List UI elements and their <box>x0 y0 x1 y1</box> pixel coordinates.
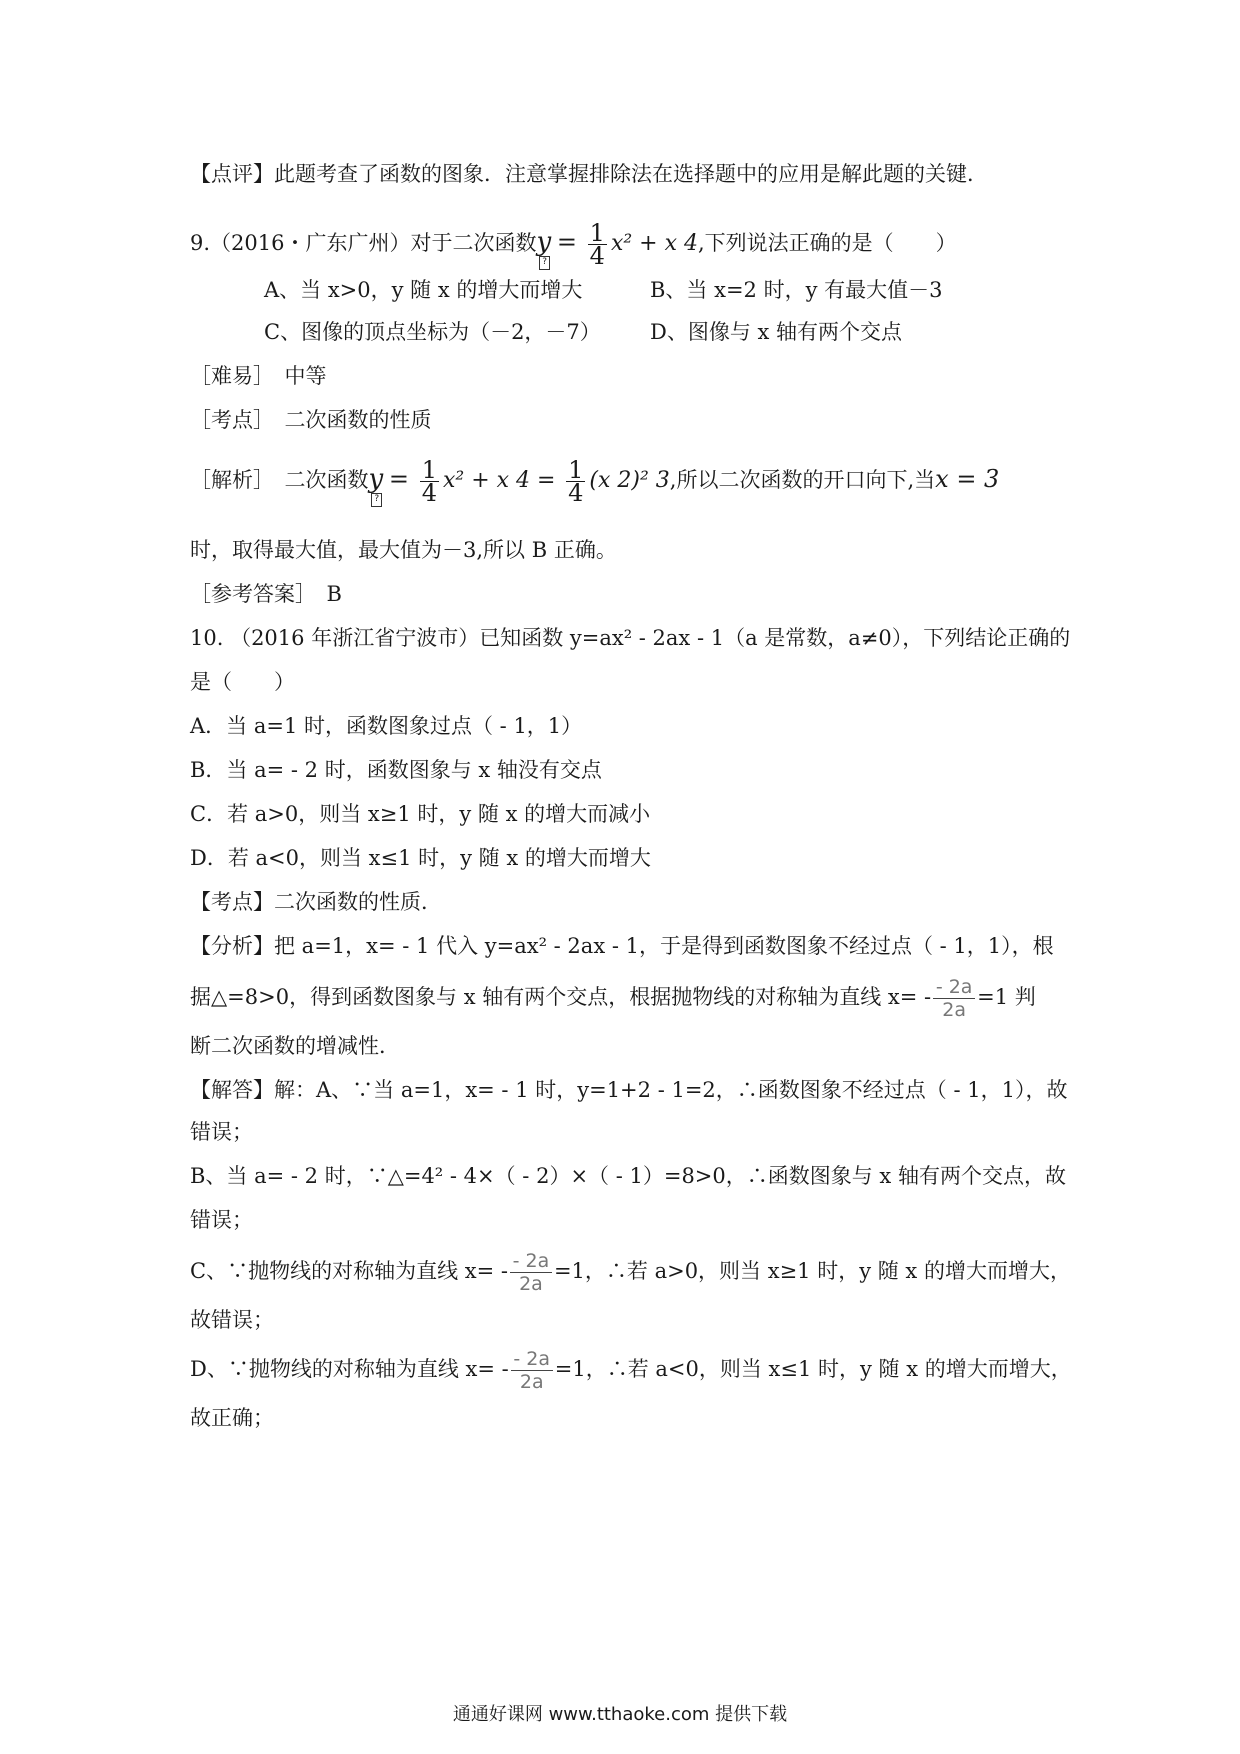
q10-stem-line1: 10. （2016 年浙江省宁波市）已知函数 y=ax² - 2ax - 1（a 是常数，a≠0），下列结论正确的 <box>190 626 1071 650</box>
q9-analysis-lead: ［解析］ 二次函数 <box>190 468 369 492</box>
q9-eq: = <box>556 228 577 256</box>
q9-option-d: D、图像与 x 轴有两个交点 <box>650 320 903 344</box>
frac-den: 2a <box>519 1371 544 1393</box>
frac-num: 1 <box>568 456 584 484</box>
q10-solution-b-cont: 错误； <box>190 1208 253 1232</box>
q9-rest: x² + x 4 <box>610 231 698 256</box>
frac-num: - 2a <box>513 1348 551 1370</box>
q10-option-b: B．当 a= - 2 时，函数图象与 x 轴没有交点 <box>190 758 602 782</box>
q10-topic: 【考点】二次函数的性质． <box>190 890 442 914</box>
q9-option-a: A、当 x>0，y 随 x 的增大而增大 <box>264 278 583 302</box>
missing-glyph-icon: ? <box>371 493 382 507</box>
q10-solution-c-cont: 故错误； <box>190 1308 274 1332</box>
q9-answer: ［参考答案］ B <box>190 582 342 606</box>
q9-stem <box>190 219 957 270</box>
q10-analysis-line2a: 据△=8>0，得到函数图象与 x 轴有两个交点，根据抛物线的对称轴为直线 x= - <box>190 985 932 1009</box>
q10-analysis-line1: 【分析】把 a=1，x= - 1 代入 y=ax² - 2ax - 1，于是得到函数图象不经过点（ - 1，1），根 <box>190 934 1054 958</box>
q9-lead: 9.（2016・广东广州）对于二次函数 <box>190 231 537 255</box>
q9-y: y <box>536 227 552 257</box>
q10-solution-c <box>190 1242 1071 1300</box>
q9-analysis-y: y <box>368 464 384 494</box>
q9-topic: ［考点］ 二次函数的性质 <box>190 408 432 432</box>
frac-den: 4 <box>421 479 437 507</box>
q10-analysis-line3: 断二次函数的增减性． <box>190 1034 400 1058</box>
q10-analysis-line2b: =1 判 <box>977 985 1036 1009</box>
footer[interactable]: 通通好课网 www.tthaoke.com 提供下载 <box>452 1704 788 1725</box>
q10-solution-a: 【解答】解：A、∵当 a=1，x= - 1 时，y=1+2 - 1=2，∴函数图象不经过点（ - 1，1），故 <box>190 1078 1068 1102</box>
q10-solution-c-b: =1，∴若 a>0，则当 x≥1 时，y 随 x 的增大而增大， <box>553 1259 1071 1283</box>
q10-solution-d <box>190 1340 1072 1398</box>
q10-solution-c-a: C、∵抛物线的对称轴为直线 x= - <box>190 1259 508 1283</box>
q9-option-b: B、当 x=2 时，y 有最大值－3 <box>650 278 943 302</box>
frac-den: 2a <box>942 999 966 1021</box>
q9-tail: ,下列说法正确的是（ ） <box>698 231 957 255</box>
q10-solution-a-cont: 错误； <box>190 1120 253 1144</box>
q9-analysis-frac2 <box>566 456 585 507</box>
q10-solution-b: B、当 a= - 2 时，∵△=4² - 4×（ - 2）×（ - 1）=8>0，∴函数图象与 x 轴有两个交点，故 <box>190 1164 1066 1188</box>
q10-analysis-line2 <box>190 968 1036 1026</box>
q10-option-c: C．若 a>0，则当 x≥1 时，y 随 x 的增大而减小 <box>190 802 651 826</box>
q10-stem-line2: 是（ ） <box>190 670 295 694</box>
frac-num: - 2a <box>512 1250 550 1272</box>
q10-solution-d-a: D、∵抛物线的对称轴为直线 x= - <box>190 1357 509 1381</box>
q9-analysis-rest1: x² + x 4 = <box>442 468 556 493</box>
q9-analysis-line2: 时，取得最大值，最大值为－3,所以 B 正确。 <box>190 538 617 562</box>
q10-option-a: A．当 a=1 时，函数图象过点（ - 1，1） <box>190 714 583 738</box>
q9-option-c: C、图像的顶点坐标为（－2，－7） <box>264 320 601 344</box>
frac-den: 4 <box>568 479 584 507</box>
frac-den: 2a <box>519 1273 543 1295</box>
q10-solution-d-b: =1，∴若 a<0，则当 x≤1 时，y 随 x 的增大而增大， <box>554 1357 1072 1381</box>
q9-den: 4 <box>589 242 605 270</box>
q10-solution-d-fraction <box>511 1349 553 1392</box>
q10-solution-d-cont: 故正确； <box>190 1406 274 1430</box>
q9-analysis-rest2: (x 2)² 3 <box>589 468 670 493</box>
comment-line: 【点评】此题考查了函数的图象．注意掌握排除法在选择题中的应用是解此题的关键． <box>190 162 988 186</box>
q9-analysis-eq: = <box>388 465 409 493</box>
q9-fraction <box>588 219 607 270</box>
q9-analysis-tail: ,所以二次函数的开口向下,当 <box>669 468 936 492</box>
q10-analysis-fraction <box>933 977 975 1020</box>
frac-num: - 2a <box>935 976 973 998</box>
q9-analysis <box>190 456 999 507</box>
q10-solution-c-fraction <box>510 1251 552 1294</box>
frac-num: 1 <box>421 456 437 484</box>
q9-difficulty: ［难易］ 中等 <box>190 364 327 388</box>
q9-analysis-eq2: x = 3 <box>935 465 1000 493</box>
q9-num: 1 <box>589 219 605 247</box>
missing-glyph-icon: ? <box>539 256 550 270</box>
q9-analysis-frac1 <box>420 456 439 507</box>
q10-option-d: D．若 a<0，则当 x≤1 时，y 随 x 的增大而增大 <box>190 846 651 870</box>
